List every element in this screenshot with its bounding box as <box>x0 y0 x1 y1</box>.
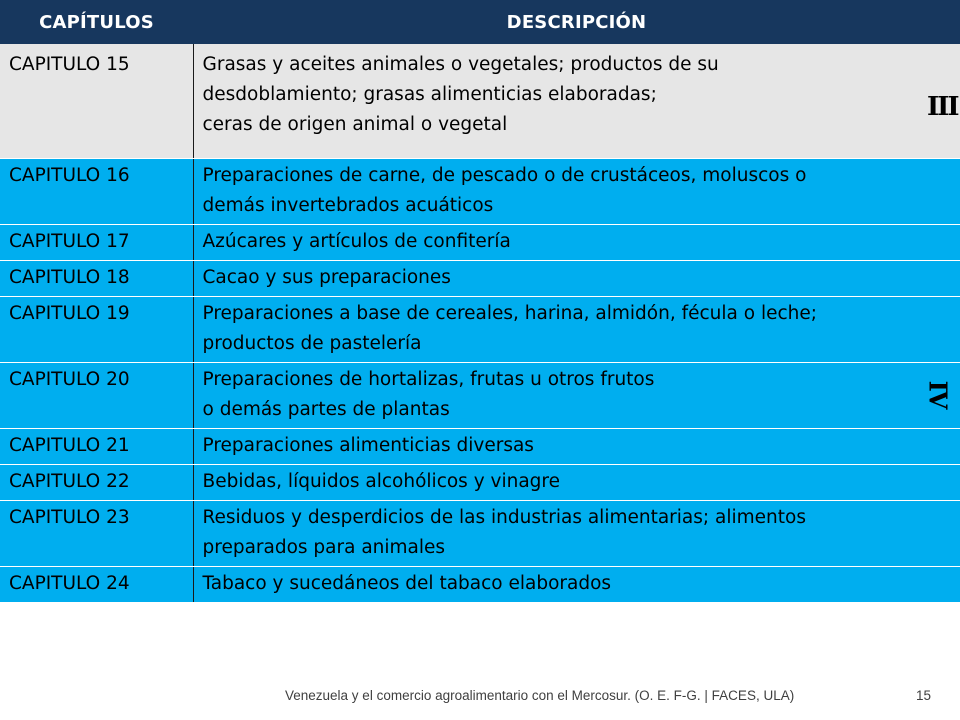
table-row <box>0 261 960 297</box>
description-cell <box>193 261 960 297</box>
footer-text: Venezuela y el comercio agroalimentario con el Mercosur. (O. E. F-G. | FACES, ULA) <box>285 688 795 703</box>
chapter-cell: CAPITULO 17 <box>0 225 193 261</box>
header-capitulos: CAPÍTULOS <box>0 0 193 44</box>
table-row <box>0 225 960 261</box>
description-line: preparados para animales <box>202 537 446 558</box>
page-number: 15 <box>916 688 932 703</box>
description-line: desdoblamiento; grasas alimenticias elaboradas; <box>202 84 657 105</box>
table-row <box>0 567 960 603</box>
table-row <box>0 44 960 159</box>
description-line: Grasas y aceites animales o vegetales; productos de su <box>202 54 719 75</box>
chapter-cell: CAPITULO 21 <box>0 429 193 465</box>
chapter-cell: CAPITULO 22 <box>0 465 193 501</box>
description-cell <box>193 225 960 261</box>
description-line: Preparaciones de carne, de pescado o de crustáceos, moluscos o <box>202 165 807 186</box>
chapter-cell: CAPITULO 24 <box>0 567 193 603</box>
chapter-cell: CAPITULO 16 <box>0 159 193 225</box>
description-cell <box>193 44 960 159</box>
description-line: Residuos y desperdicios de las industrias alimentarias; alimentos <box>202 507 806 528</box>
description-line: Cacao y sus preparaciones <box>202 267 451 288</box>
description-cell <box>193 159 960 225</box>
chapter-cell: CAPITULO 18 <box>0 261 193 297</box>
chapter-cell: CAPITULO 19 <box>0 297 193 363</box>
table-row <box>0 159 960 225</box>
description-line: Preparaciones alimenticias diversas <box>202 435 534 456</box>
description-line: Bebidas, líquidos alcohólicos y vinagre <box>202 471 561 492</box>
chapter-cell: CAPITULO 15 <box>0 44 193 159</box>
description-line: Tabaco y sucedáneos del tabaco elaborados <box>202 573 612 594</box>
description-line: productos de pastelería <box>202 333 422 354</box>
chapter-cell: CAPITULO 23 <box>0 501 193 567</box>
description-line: Azúcares y artículos de confitería <box>202 231 511 252</box>
table-row <box>0 363 960 429</box>
description-line: ceras de origen animal o vegetal <box>202 114 508 135</box>
description-cell <box>193 297 960 363</box>
description-line: Preparaciones de hortalizas, frutas u otros frutos <box>202 369 655 390</box>
header-descripcion: DESCRIPCIÓN <box>193 0 960 44</box>
description-line: o demás partes de plantas <box>202 399 450 420</box>
chapter-cell: CAPITULO 20 <box>0 363 193 429</box>
description-cell <box>193 501 960 567</box>
table-row <box>0 429 960 465</box>
description-cell <box>193 567 960 603</box>
table-row <box>0 297 960 363</box>
description-cell <box>193 363 960 429</box>
description-line: Preparaciones a base de cereales, harina, almidón, fécula o leche; <box>202 303 817 324</box>
table-header-row <box>0 0 960 44</box>
table-row <box>0 465 960 501</box>
table-row <box>0 501 960 567</box>
section-marker-iii: III <box>927 92 958 122</box>
description-cell <box>193 429 960 465</box>
section-marker-iv: IV <box>923 380 953 409</box>
description-line: demás invertebrados acuáticos <box>202 195 494 216</box>
description-cell <box>193 465 960 501</box>
